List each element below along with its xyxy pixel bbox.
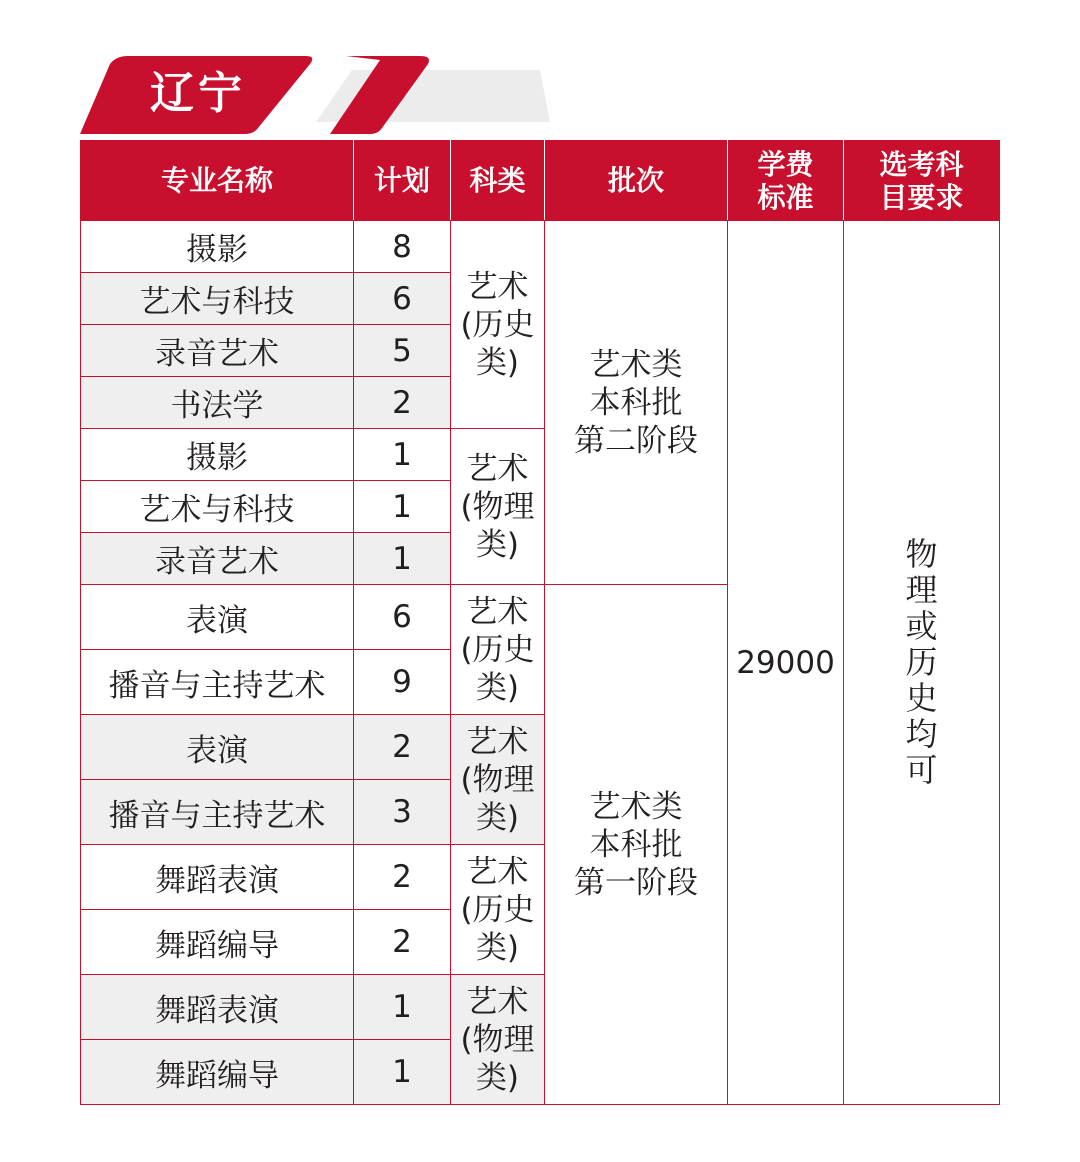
header-major-name: 专业名称 — [81, 141, 354, 221]
major-name: 舞蹈表演 — [81, 975, 354, 1040]
major-name: 录音艺术 — [81, 533, 354, 585]
category-line: (物理 — [460, 761, 535, 798]
batch-cell — [545, 585, 728, 1105]
category-line: 类) — [475, 669, 520, 706]
batch-line: 艺术类 — [589, 346, 683, 383]
category-cell — [451, 845, 545, 975]
header-plan: 计划 — [354, 141, 451, 221]
plan-count: 5 — [354, 325, 451, 377]
batch-line: 第二阶段 — [574, 422, 698, 459]
plan-count: 1 — [354, 533, 451, 585]
enrollment-plan-table — [80, 140, 1000, 1105]
plan-count: 1 — [354, 1040, 451, 1105]
plan-count: 3 — [354, 780, 451, 845]
category-cell — [451, 975, 545, 1105]
table-header-row — [81, 141, 1000, 221]
category-line: (物理 — [460, 1021, 535, 1058]
category-line: 艺术 — [466, 450, 529, 487]
batch-line: 艺术类 — [589, 788, 683, 825]
plan-count: 9 — [354, 650, 451, 715]
header-subject-requirement — [844, 141, 1000, 221]
plan-count: 2 — [354, 715, 451, 780]
batch-cell — [545, 221, 728, 585]
major-name: 摄影 — [81, 221, 354, 273]
header-subject-label: 选考科目要求 — [879, 147, 964, 214]
category-line: 类) — [475, 929, 520, 966]
category-line: 类) — [475, 344, 520, 381]
category-line: 艺术 — [466, 983, 529, 1020]
category-line: 艺术 — [466, 723, 529, 760]
plan-count: 1 — [354, 481, 451, 533]
major-name: 舞蹈编导 — [81, 1040, 354, 1105]
category-cell — [451, 429, 545, 585]
plan-count: 6 — [354, 273, 451, 325]
major-name: 播音与主持艺术 — [81, 780, 354, 845]
major-name: 艺术与科技 — [81, 481, 354, 533]
major-name: 表演 — [81, 715, 354, 780]
plan-count: 8 — [354, 221, 451, 273]
tuition-cell: 29000 — [728, 221, 844, 1105]
plan-count: 1 — [354, 975, 451, 1040]
major-name: 录音艺术 — [81, 325, 354, 377]
category-cell — [451, 221, 545, 429]
major-name: 舞蹈表演 — [81, 845, 354, 910]
plan-count: 2 — [354, 845, 451, 910]
header-tuition-label: 学费标准 — [757, 147, 814, 214]
category-cell — [451, 585, 545, 715]
batch-line: 本科批 — [589, 826, 683, 863]
category-line: 类) — [475, 1059, 520, 1096]
header-tuition — [728, 141, 844, 221]
major-name: 表演 — [81, 585, 354, 650]
major-name: 播音与主持艺术 — [81, 650, 354, 715]
batch-line: 第一阶段 — [574, 864, 698, 901]
major-name: 艺术与科技 — [81, 273, 354, 325]
category-line: (历史 — [460, 891, 535, 928]
category-line: 艺术 — [466, 268, 529, 305]
major-name: 书法学 — [81, 377, 354, 429]
plan-count: 1 — [354, 429, 451, 481]
category-line: (历史 — [460, 306, 535, 343]
category-line: 艺术 — [466, 593, 529, 630]
header-category: 科类 — [451, 141, 545, 221]
major-name: 摄影 — [81, 429, 354, 481]
category-line: (历史 — [460, 631, 535, 668]
category-cell — [451, 715, 545, 845]
subject-requirement-cell — [844, 221, 1000, 1105]
category-line: 艺术 — [466, 853, 529, 890]
category-line: 类) — [475, 799, 520, 836]
plan-count: 6 — [354, 585, 451, 650]
plan-count: 2 — [354, 377, 451, 429]
category-line: 类) — [475, 526, 520, 563]
header-batch: 批次 — [545, 141, 728, 221]
major-name: 舞蹈编导 — [81, 910, 354, 975]
subject-requirement-text: 物理或历史均可 — [905, 535, 938, 789]
province-title: 辽宁 — [150, 68, 246, 119]
category-line: (物理 — [460, 488, 535, 525]
batch-line: 本科批 — [589, 384, 683, 421]
table-row — [81, 221, 1000, 273]
plan-count: 2 — [354, 910, 451, 975]
